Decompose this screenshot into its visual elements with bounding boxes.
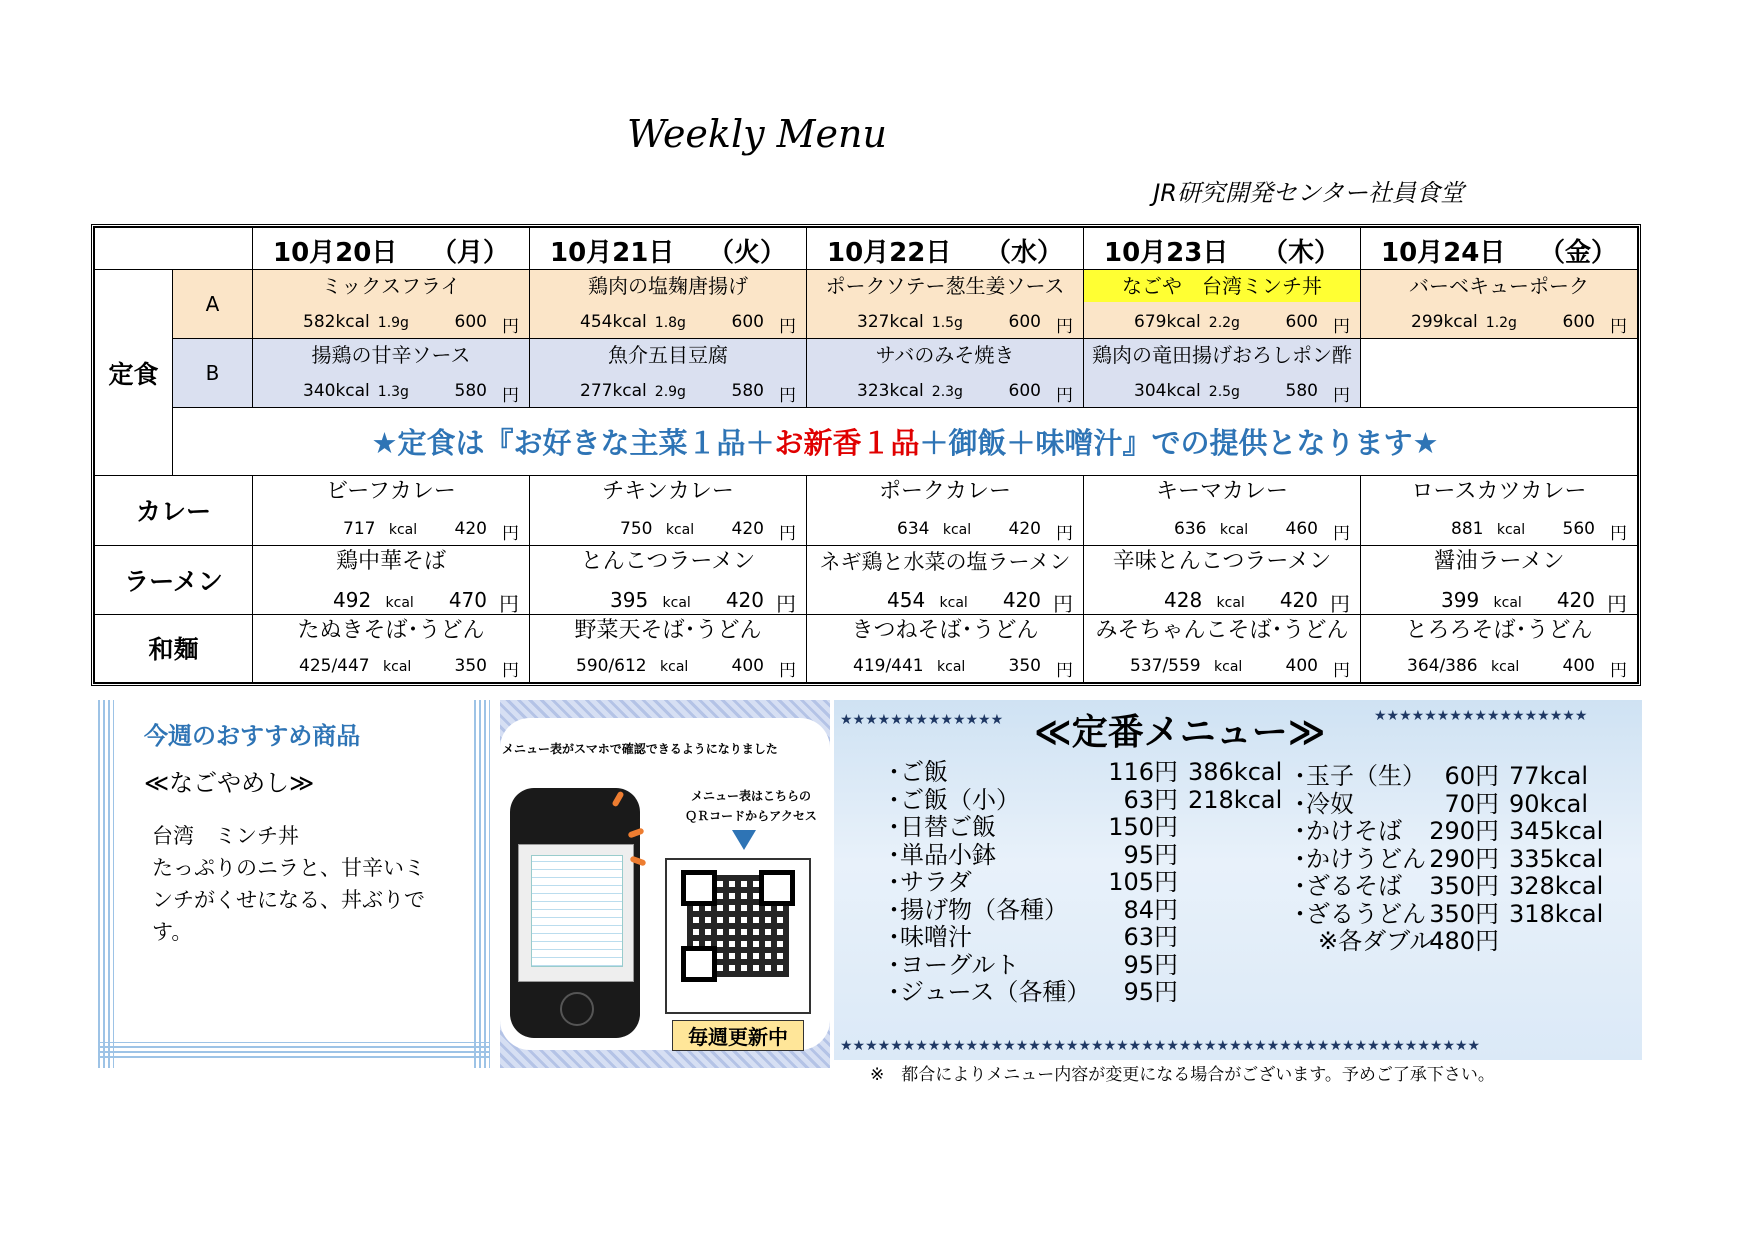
menu-cell: 鶏中華そば 492 kcal 470 円	[253, 545, 530, 614]
item-price: 95円	[1123, 978, 1178, 1006]
item-name: ･ざるそば	[1294, 872, 1402, 900]
star-border: ★★★★★★★★★★★★★★★★★	[1374, 708, 1588, 724]
day-header: 10月20日 （月）	[253, 228, 530, 270]
item-price: 480円	[1429, 927, 1499, 955]
teishoku-notice: ★定食は『お好きな主菜１品＋お新香１品＋御飯＋味噌汁』での提供となります★	[173, 408, 1638, 476]
item-name: ※各ダブル	[1294, 927, 1434, 955]
star-border: ★★★★★★★★★★★★★	[840, 712, 1004, 728]
arrow-down-icon	[732, 830, 756, 850]
item-price: 290円	[1429, 844, 1499, 873]
cafeteria-name: JR研究開発センター社員食堂	[1153, 179, 1464, 207]
menu-cell: ミックスフライ 582kcal 1.9g 600 円	[253, 269, 530, 338]
recommend-heading: 今週のおすすめ商品	[144, 722, 361, 750]
menu-cell: ネギ鶏と水菜の塩ラーメン 454 kcal 420 円	[807, 545, 1084, 614]
item-kcal: 386kcal	[1188, 758, 1283, 786]
row-label-teishoku: 定食	[95, 269, 173, 476]
phone-home-button	[560, 992, 594, 1026]
standard-menu-item	[888, 979, 1288, 1007]
menu-cell: ロースカツカレー 881 kcal 560 円	[1361, 476, 1638, 545]
update-badge: 毎週更新中	[672, 1020, 804, 1051]
menu-cell: みそちゃんこそば･うどん 537/559 kcal 400 円	[1084, 614, 1361, 682]
wamen-row	[95, 614, 1638, 682]
item-price: 350円	[1429, 872, 1499, 900]
menu-cell: 揚鶏の甘辛ソース 340kcal 1.3g 580 円	[253, 338, 530, 407]
item-name: ･ヨーグルト	[888, 950, 1020, 979]
footnote: ※ 都合によりメニュー内容が変更になる場合がございます。予めご了承下さい。	[870, 1065, 1495, 1085]
item-name: ･冷奴	[1294, 789, 1354, 818]
item-kcal: 345kcal	[1509, 817, 1604, 845]
standard-menu-item	[888, 924, 1288, 952]
recommend-body: たっぷりのニラと、甘辛いミンチがくせになる、丼ぶりです。	[152, 856, 425, 944]
menu-cell: ビーフカレー 717 kcal 420 円	[253, 476, 530, 545]
item-price: 350円	[1429, 899, 1499, 928]
standard-menu-item	[1294, 928, 1634, 956]
day-header: 10月21日 （火）	[530, 228, 807, 270]
menu-cell-empty	[1361, 338, 1638, 407]
row-label-b: B	[173, 338, 253, 407]
standard-menu-item	[888, 952, 1288, 980]
item-price: 63円	[1123, 785, 1178, 814]
row-label-a: A	[173, 269, 253, 338]
qr-finder	[681, 946, 717, 982]
day-header-row	[95, 228, 1638, 270]
item-price: 60円	[1444, 762, 1499, 790]
recommend-panel	[98, 700, 490, 1068]
qr-panel-body	[500, 718, 830, 1050]
page-title: Weekly Menu	[626, 112, 887, 156]
teishoku-b-row	[95, 338, 1638, 407]
corner-cell	[95, 228, 253, 270]
curry-row	[95, 476, 1638, 545]
menu-cell: ポークソテー葱生姜ソース 327kcal 1.5g 600 円	[807, 269, 1084, 338]
item-price: 105円	[1108, 868, 1178, 896]
recommend-content	[122, 708, 466, 1038]
item-kcal: 328kcal	[1509, 872, 1604, 900]
recommend-dish: 台湾 ミンチ丼	[152, 824, 299, 848]
menu-thumbnail	[531, 855, 623, 967]
phone-screen	[518, 844, 634, 982]
decorative-stripe	[98, 700, 114, 1068]
menu-cell: なごや 台湾ミンチ丼 679kcal 2.2g 600 円	[1084, 269, 1361, 338]
recommend-description	[152, 820, 442, 948]
star-border: ★★★★★★★★★★★★★★★★★★★★★★★★★★★★★★★★★★★★★★★★★★★★★★★★★★★	[840, 1038, 1481, 1054]
item-price: 116円	[1108, 758, 1178, 786]
standard-menu-item	[888, 869, 1288, 897]
row-label-ramen: ラーメン	[95, 545, 253, 614]
item-price: 95円	[1123, 840, 1178, 869]
menu-cell: 醤油ラーメン 399 kcal 420 円	[1361, 545, 1638, 614]
standard-menu-title: ≪定番メニュー≫	[1034, 712, 1326, 753]
qr-finder	[681, 870, 717, 906]
item-price: 290円	[1429, 817, 1499, 845]
standard-menu-item	[888, 897, 1288, 925]
item-price: 150円	[1108, 813, 1178, 841]
menu-cell: 野菜天そば･うどん 590/612 kcal 400 円	[530, 614, 807, 682]
item-price: 95円	[1123, 950, 1178, 979]
standard-menu-item	[888, 759, 1288, 787]
standard-menu-item	[1294, 901, 1634, 929]
menu-cell: とろろそば･うどん 364/386 kcal 400 円	[1361, 614, 1638, 682]
menu-cell: バーベキューポーク 299kcal 1.2g 600 円	[1361, 269, 1638, 338]
row-label-wamen: 和麺	[95, 614, 253, 682]
menu-cell: 魚介五目豆腐 277kcal 2.9g 580 円	[530, 338, 807, 407]
standard-list-left	[888, 759, 1288, 1007]
menu-cell: 辛味とんこつラーメン 428 kcal 420 円	[1084, 545, 1361, 614]
menu-cell: 鶏肉の竜田揚げおろしポン酢 304kcal 2.5g 580 円	[1084, 338, 1361, 407]
menu-cell: たぬきそば･うどん 425/447 kcal 350 円	[253, 614, 530, 682]
row-label-curry: カレー	[95, 476, 253, 545]
item-price: 84円	[1123, 895, 1178, 924]
standard-list-right	[1294, 763, 1634, 956]
standard-menu-item	[1294, 763, 1634, 791]
item-name: ･玉子（生）	[1294, 762, 1426, 790]
item-kcal: 318kcal	[1509, 899, 1604, 928]
standard-menu-item	[888, 814, 1288, 842]
item-kcal: 335kcal	[1509, 844, 1604, 873]
menu-cell: サバのみそ焼き 323kcal 2.3g 600 円	[807, 338, 1084, 407]
item-name: ･日替ご飯	[888, 813, 996, 841]
qr-caption: メニュー表がスマホで確認できるようになりました	[502, 742, 778, 756]
menu-cell: 鶏肉の塩麹唐揚げ 454kcal 1.8g 600 円	[530, 269, 807, 338]
qr-panel	[500, 700, 830, 1068]
item-name: ･かけそば	[1294, 817, 1402, 845]
day-header: 10月22日 （水）	[807, 228, 1084, 270]
item-name: ･揚げ物（各種）	[888, 895, 1068, 924]
menu-cell: ポークカレー 634 kcal 420 円	[807, 476, 1084, 545]
standard-menu-item	[1294, 818, 1634, 846]
recommend-name: ≪なごやめし≫	[144, 769, 315, 797]
standard-menu-item	[1294, 873, 1634, 901]
item-name: ･ご飯	[888, 758, 948, 786]
day-header: 10月24日 （金）	[1361, 228, 1638, 270]
menu-cell: チキンカレー 750 kcal 420 円	[530, 476, 807, 545]
item-kcal: 90kcal	[1509, 789, 1589, 818]
item-price: 63円	[1123, 923, 1178, 951]
qr-code[interactable]	[665, 858, 811, 1014]
qr-finder	[759, 870, 795, 906]
item-kcal: 218kcal	[1188, 785, 1283, 814]
decorative-stripe	[474, 700, 490, 1068]
notice-row	[95, 408, 1638, 476]
standard-menu-panel	[834, 700, 1642, 1060]
standard-menu-item	[1294, 791, 1634, 819]
item-price: 70円	[1444, 789, 1499, 818]
item-kcal: 77kcal	[1509, 762, 1589, 790]
qr-hint: メニュー表はこちらの ＱＲコードからアクセス	[685, 789, 817, 823]
ramen-row	[95, 545, 1638, 614]
teishoku-a-row	[95, 269, 1638, 338]
item-name: ･単品小鉢	[888, 840, 996, 869]
item-name: ･ざるうどん	[1294, 899, 1426, 928]
day-header: 10月23日 （木）	[1084, 228, 1361, 270]
decorative-stripe	[98, 1042, 490, 1058]
standard-menu-item	[888, 842, 1288, 870]
menu-cell: きつねそば･うどん 419/441 kcal 350 円	[807, 614, 1084, 682]
standard-menu-item	[1294, 846, 1634, 874]
smartphone-icon	[510, 788, 640, 1038]
weekly-menu-table	[91, 224, 1641, 686]
item-name: ･ジュース（各種）	[888, 978, 1091, 1006]
item-name: ･ご飯（小）	[888, 785, 1020, 814]
menu-cell: キーマカレー 636 kcal 460 円	[1084, 476, 1361, 545]
menu-cell: とんこつラーメン 395 kcal 420 円	[530, 545, 807, 614]
item-name: ･かけうどん	[1294, 844, 1426, 873]
standard-menu-item	[888, 787, 1288, 815]
item-name: ･サラダ	[888, 868, 972, 896]
item-name: ･味噌汁	[888, 923, 972, 951]
